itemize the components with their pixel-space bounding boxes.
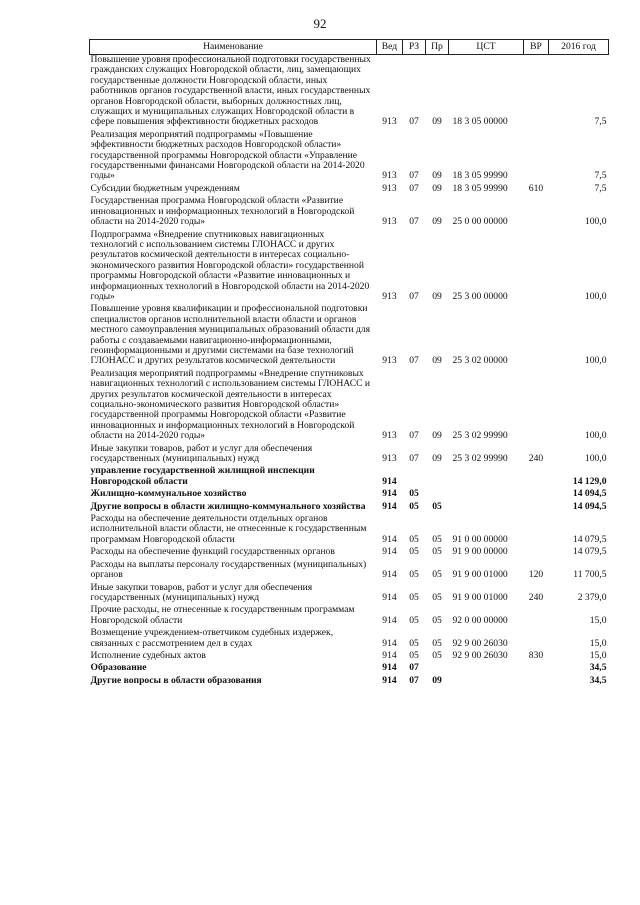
row-amount-cell: 7,5 (594, 116, 607, 128)
row-cst-cell (449, 466, 524, 489)
header-pr: Пр (426, 40, 449, 55)
row-rz-cell: 07 (409, 662, 419, 674)
row-ved-cell: 913 (382, 216, 397, 228)
row-name-cell: Реализация мероприятий подпрограммы «Внедрение спутниковых навигационных технологий с использованием системы ГЛОНАСС и других результатов космической деятельности в интересах социально-экономического развития Новгородской области» государственной программы Новгородской области «Развитие инновационных и информационных технологий в Новгородской области на 2014-2020 годы» (90, 367, 371, 442)
row-vr-cell (524, 130, 549, 184)
row-name-cell: Субсидии бюджетным учреждениям (90, 182, 240, 194)
row-cst-cell: 25 0 00 00000 (452, 216, 508, 228)
row-vr-cell (524, 514, 549, 547)
table-row (90, 514, 609, 547)
row-rz-cell: 07 (409, 355, 419, 367)
table-row (90, 583, 609, 606)
table-row (90, 130, 609, 184)
row-pr-cell: 09 (432, 355, 442, 367)
table-row (90, 676, 609, 688)
row-name-cell: Исполнение судебных актов (90, 649, 206, 661)
row-name-cell: Образование (90, 662, 147, 674)
row-vr-cell (524, 547, 549, 559)
row-name-cell: управление государственной жилищной инспекции Новгородской области (90, 465, 315, 487)
header-year: 2016 год (549, 40, 609, 55)
row-vr-cell (524, 304, 549, 368)
row-name-cell: Подпрограмма «Внедрение спутниковых навигационных технологий с использованием системы ГЛОНАСС и других результатов космической деятельности в интересах социально-экономического развития Новгородской области» государственной программы Новгородской области «Развитие инновационных и информационных технологий в Новгородской области на 2014-2020 годы» (90, 228, 370, 302)
row-vr-cell (524, 489, 549, 501)
row-cst-cell: 25 3 02 00000 (452, 355, 508, 367)
row-pr-cell: 09 (432, 453, 442, 465)
row-amount-cell: 15,0 (589, 649, 607, 661)
row-ved-cell: 913 (382, 182, 397, 194)
row-cst-cell: 91 0 00 00000 (452, 533, 508, 545)
row-cst-cell (449, 663, 524, 675)
budget-table (89, 39, 609, 688)
row-amount-cell: 15,0 (589, 637, 607, 649)
row-rz-cell: 07 (409, 430, 419, 442)
row-cst-cell (449, 502, 524, 514)
row-ved-cell: 914 (382, 546, 397, 558)
row-rz-cell: 05 (409, 488, 419, 500)
row-vr-cell: 240 (528, 453, 544, 465)
row-ved-cell: 914 (382, 533, 397, 545)
row-rz-cell: 07 (409, 116, 419, 128)
row-amount-cell: 100,0 (584, 430, 607, 442)
row-name-cell: Иные закупки товаров, работ и услуг для обеспечения государственных (муниципальных) нужд (90, 581, 313, 603)
row-amount-cell: 14 094,5 (572, 488, 607, 500)
table-header-row (90, 40, 609, 55)
table-row (90, 55, 609, 130)
row-name-cell: Расходы на обеспечение функций государственных органов (90, 546, 335, 558)
row-pr-cell: 09 (432, 182, 442, 194)
row-rz-cell: 05 (409, 533, 419, 545)
row-pr-cell: 09 (432, 290, 442, 302)
row-ved-cell: 914 (382, 475, 397, 487)
row-vr-cell (524, 369, 549, 444)
row-name-cell: Возмещение учреждением-ответчиком судебных издержек, связанных с рассмотрением дел в судах (90, 627, 334, 649)
row-ved-cell: 913 (382, 430, 397, 442)
row-rz-cell: 07 (409, 674, 419, 686)
row-amount-cell: 14 129,0 (572, 475, 607, 487)
row-pr-cell: 09 (432, 170, 442, 182)
row-amount-cell: 11 700,5 (573, 569, 607, 581)
table-row (90, 605, 609, 628)
row-name-cell: Расходы на выплаты персоналу государственных (муниципальных) органов (90, 558, 367, 581)
row-ved-cell: 914 (382, 674, 397, 686)
row-rz-cell: 05 (409, 500, 419, 512)
row-rz-cell: 05 (409, 546, 419, 558)
header-vr: ВР (524, 40, 549, 55)
row-name-cell: Реализация мероприятий подпрограммы «Повышение эффективности бюджетных расходов Новгородской области» государственной программы Новгородской области «Управление государственными финансами Новгородской области на 2014-2020 годы» (90, 128, 365, 182)
row-cst-cell: 18 3 05 99990 (452, 182, 508, 194)
row-pr-cell: 05 (432, 533, 442, 545)
row-vr-cell (524, 55, 549, 130)
row-ved-cell: 913 (382, 453, 397, 465)
row-pr-cell (426, 466, 449, 489)
row-rz-cell: 07 (409, 170, 419, 182)
row-vr-cell (524, 196, 549, 229)
row-ved-cell: 914 (382, 569, 397, 581)
row-pr-cell: 09 (432, 674, 442, 686)
row-name-cell: Повышение уровня квалификации и профессиональной подготовки специалистов органов исполнительной власти области и органов местного самоуправления муниципальных образований области для работы с создаваемыми навигационно-информационными, геоинформационными и другими системами на базе технологий ГЛОНАСС и других результатов космической деятельности (90, 303, 371, 367)
row-rz-cell: 05 (409, 649, 419, 661)
row-amount-cell: 100,0 (584, 290, 607, 302)
row-pr-cell: 05 (432, 546, 442, 558)
row-amount-cell: 100,0 (584, 216, 607, 228)
row-amount-cell: 14 079,5 (572, 533, 607, 545)
row-amount-cell: 7,5 (594, 170, 607, 182)
row-amount-cell: 34,5 (589, 662, 607, 674)
row-name-cell: Другие вопросы в области жилищно-коммунального хозяйства (90, 500, 366, 512)
row-cst-cell: 91 9 00 00000 (452, 546, 508, 558)
row-amount-cell: 15,0 (589, 614, 607, 626)
row-name-cell: Другие вопросы в области образования (90, 674, 262, 686)
table-row (90, 560, 609, 583)
row-rz-cell: 05 (409, 591, 419, 603)
row-vr-cell: 120 (528, 569, 544, 581)
row-pr-cell: 05 (432, 637, 442, 649)
header-ved: Вед (377, 40, 403, 55)
row-name-cell: Повышение уровня профессиональной подготовки государственных гражданских служащих Новгородской области, лиц, замещающих государственные должности Новгородской области, иных работников органов государственной власти, иных государственных органов Новгородской области, выборных должностных лиц, служащих и муниципальных служащих Новгородской области в сфере повышения эффективности бюджетных расходов (90, 54, 371, 128)
row-vr-cell (524, 466, 549, 489)
row-ved-cell: 913 (382, 355, 397, 367)
row-pr-cell: 05 (432, 649, 442, 661)
row-ved-cell: 914 (382, 649, 397, 661)
row-pr-cell: 05 (432, 569, 442, 581)
row-amount-cell: 14 094,5 (572, 500, 607, 512)
row-vr-cell (524, 628, 549, 651)
row-ved-cell: 914 (382, 662, 397, 674)
row-cst-cell: 91 9 00 01000 (452, 569, 508, 581)
row-ved-cell: 913 (382, 290, 397, 302)
table-row (90, 466, 609, 489)
row-amount-cell: 100,0 (584, 453, 607, 465)
table-row (90, 663, 609, 675)
row-ved-cell: 914 (382, 591, 397, 603)
row-cst-cell: 92 9 00 26030 (452, 649, 508, 661)
row-pr-cell (426, 663, 449, 675)
row-name-cell: Государственная программа Новгородской области «Развитие инновационных и информационных технологий в Новгородской области на 2014-2020 годы» (90, 195, 355, 228)
row-amount-cell: 34,5 (589, 674, 607, 686)
row-vr-cell: 610 (528, 182, 544, 194)
table-row (90, 444, 609, 467)
row-pr-cell: 05 (432, 500, 442, 512)
row-pr-cell (426, 489, 449, 501)
row-rz-cell (403, 466, 426, 489)
row-vr-cell (524, 230, 549, 305)
row-ved-cell: 914 (382, 637, 397, 649)
row-rz-cell: 07 (409, 182, 419, 194)
row-ved-cell: 914 (382, 488, 397, 500)
row-ved-cell: 913 (382, 116, 397, 128)
header-name: Наименование (90, 40, 377, 55)
table-row (90, 651, 609, 663)
table-row (90, 628, 609, 651)
row-cst-cell: 18 3 05 99990 (452, 170, 508, 182)
table-row (90, 304, 609, 368)
table-row (90, 547, 609, 559)
row-rz-cell: 05 (409, 614, 419, 626)
row-ved-cell: 914 (382, 500, 397, 512)
header-cst: ЦСТ (449, 40, 524, 55)
row-rz-cell: 07 (409, 290, 419, 302)
row-cst-cell (449, 489, 524, 501)
row-vr-cell (524, 502, 549, 514)
row-ved-cell: 914 (382, 614, 397, 626)
row-cst-cell: 92 9 00 26030 (452, 637, 508, 649)
table-row (90, 196, 609, 229)
row-name-cell: Расходы на обеспечение деятельности отдельных органов исполнительной власти области, не отнесенные к государственным программам Новгородской области (90, 513, 367, 545)
row-cst-cell: 18 3 05 00000 (452, 116, 508, 128)
row-cst-cell: 25 3 02 99990 (452, 430, 508, 442)
row-vr-cell (524, 605, 549, 628)
row-pr-cell: 09 (432, 216, 442, 228)
row-name-cell: Иные закупки товаров, работ и услуг для обеспечения государственных (муниципальных) нужд (90, 442, 313, 465)
row-cst-cell: 25 3 00 00000 (452, 290, 508, 302)
row-vr-cell: 830 (528, 649, 544, 661)
table-row (90, 489, 609, 501)
row-cst-cell: 92 0 00 00000 (452, 614, 508, 626)
row-pr-cell: 05 (432, 591, 442, 603)
row-vr-cell (524, 663, 549, 675)
row-pr-cell: 09 (432, 430, 442, 442)
row-rz-cell: 07 (409, 216, 419, 228)
table-body (90, 55, 609, 689)
table-row (90, 369, 609, 444)
row-rz-cell: 05 (409, 569, 419, 581)
row-amount-cell: 2 379,0 (577, 591, 607, 603)
row-amount-cell: 14 079,5 (572, 546, 607, 558)
row-ved-cell: 913 (382, 170, 397, 182)
row-rz-cell: 05 (409, 637, 419, 649)
row-rz-cell: 07 (409, 453, 419, 465)
row-vr-cell (524, 676, 549, 688)
row-vr-cell: 240 (528, 591, 544, 603)
row-amount-cell: 7,5 (594, 182, 607, 194)
page-number: 92 (313, 16, 327, 31)
row-pr-cell: 09 (432, 116, 442, 128)
row-cst-cell (449, 676, 524, 688)
header-rz: РЗ (403, 40, 426, 55)
row-amount-cell: 100,0 (584, 355, 607, 367)
row-name-cell: Прочие расходы, не отнесенные к государственным программам Новгородской области (90, 604, 355, 626)
row-cst-cell: 25 3 02 99990 (452, 453, 508, 465)
table-row (90, 230, 609, 305)
row-name-cell: Жилищно-коммунальное хозяйство (90, 488, 247, 500)
row-pr-cell: 05 (432, 614, 442, 626)
row-cst-cell: 91 9 00 01000 (452, 591, 508, 603)
